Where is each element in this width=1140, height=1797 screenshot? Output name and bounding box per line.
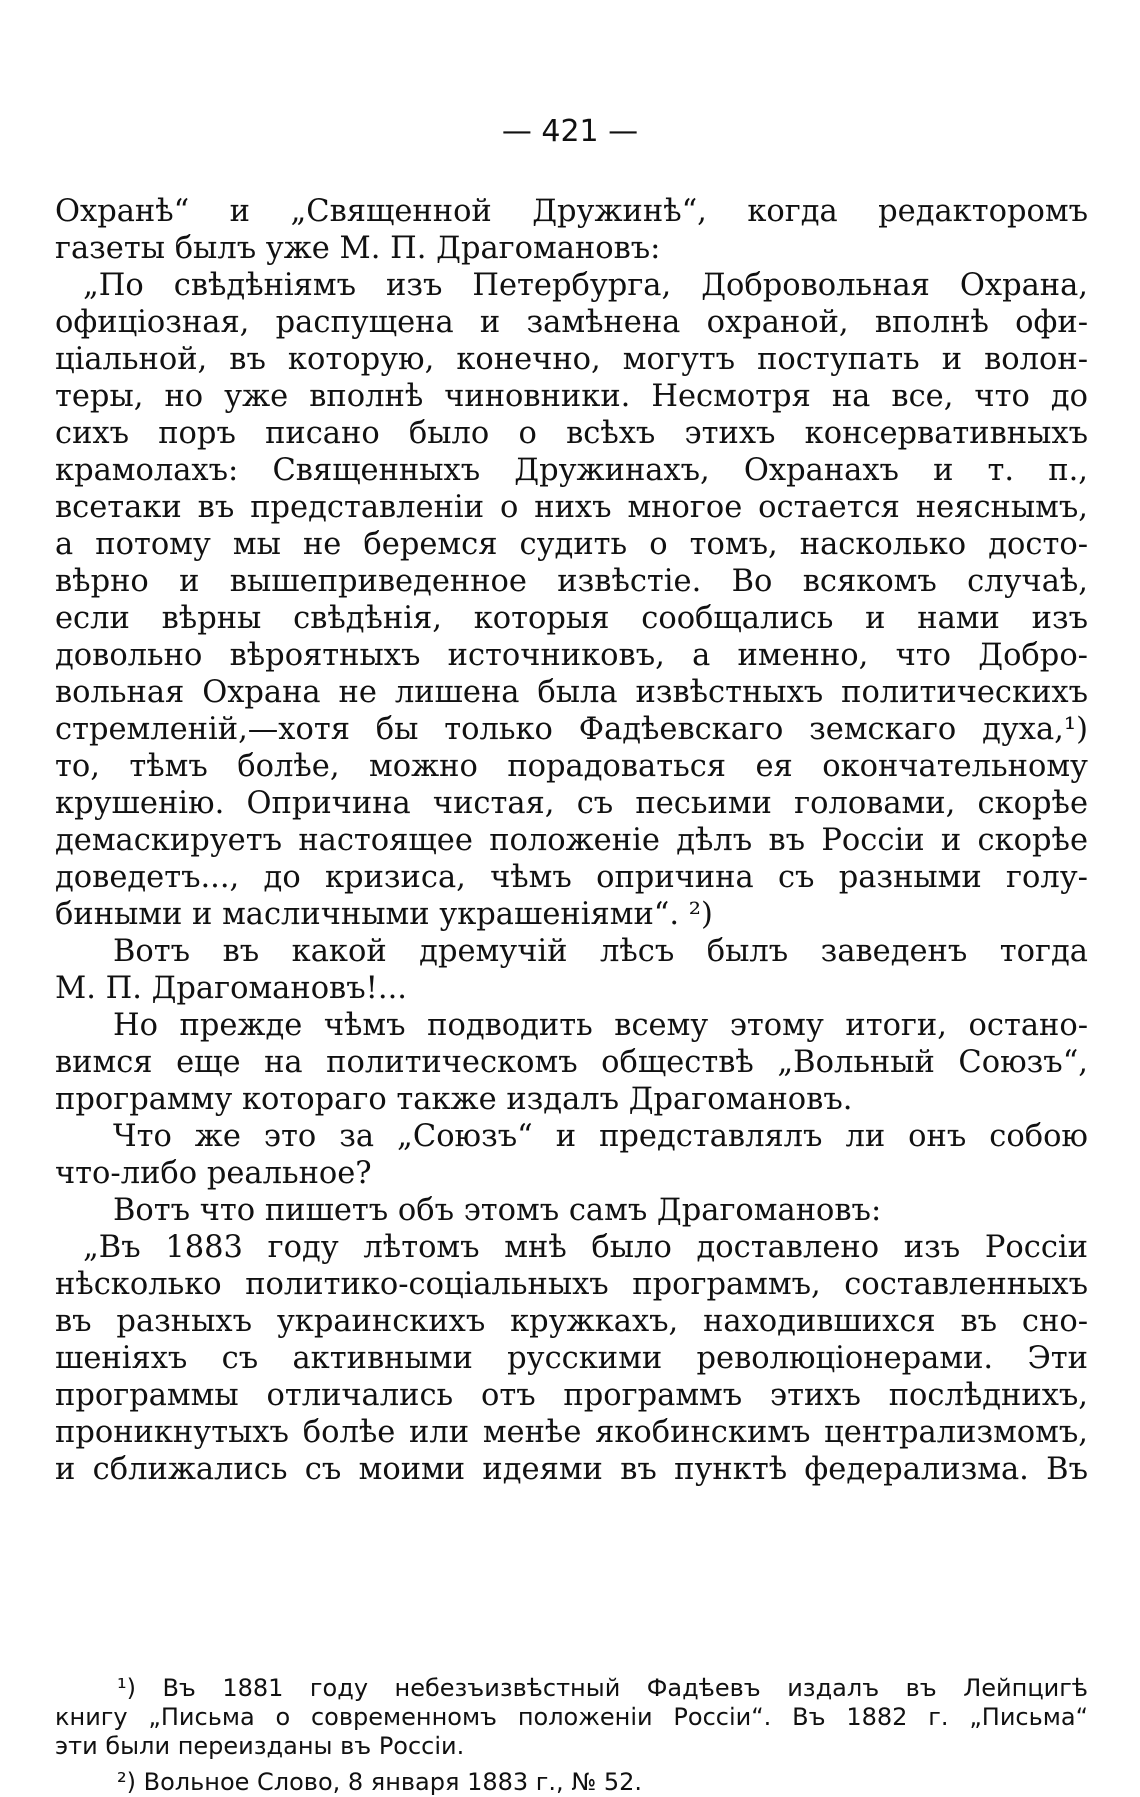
- footnotes: [55, 1674, 1088, 1797]
- text-line: офиціозная, распущена и замѣнена охраной, вполнѣ офи-: [55, 305, 1088, 340]
- footnote-line: ¹) Въ 1881 году небезъизвѣстный Фадѣевъ издалъ въ Лейпцигѣ: [117, 1674, 1088, 1702]
- text-line: довольно вѣроятныхъ источниковъ, а именно, что Добро-: [55, 638, 1088, 673]
- text-line: „По свѣдѣніямъ изъ Петербурга, Добровольная Охрана,: [83, 268, 1088, 303]
- text-line: программу котораго также издалъ Драгомановъ.: [55, 1082, 853, 1117]
- text-line: вимся еще на политическомъ обществѣ „Вольный Союзъ“,: [55, 1045, 1088, 1080]
- text-line: доведетъ..., до кризиса, чѣмъ опричина съ разными голу-: [55, 860, 1088, 895]
- text-line: газеты былъ уже М. П. Драгомановъ:: [55, 231, 661, 266]
- text-line: крамолахъ: Священныхъ Дружинахъ, Охранахъ и т. п.,: [55, 453, 1088, 488]
- text-line: ціальной, въ которую, конечно, могутъ поступать и волон-: [55, 342, 1088, 377]
- text-line: крушенію. Опричина чистая, съ песьими головами, скорѣе: [55, 786, 1088, 821]
- footnote-line: ²) Вольное Слово, 8 января 1883 г., № 52.: [117, 1768, 643, 1796]
- text-line: что-либо реальное?: [55, 1156, 372, 1191]
- text-line: то, тѣмъ болѣе, можно порадоваться ея окончательному: [55, 749, 1088, 784]
- text-line: всетаки въ представленіи о нихъ многое остается неяснымъ,: [55, 490, 1088, 525]
- text-line: а потому мы не беремся судить о томъ, насколько досто-: [55, 527, 1088, 562]
- footnote-line: книгу „Письма о современномъ положеніи Россіи“. Въ 1882 г. „Письма“: [55, 1703, 1088, 1731]
- text-line: въ разныхъ украинскихъ кружкахъ, находившихся въ сно-: [55, 1304, 1088, 1339]
- text-line: и сближались съ моими идеями въ пунктѣ федерализма. Въ: [55, 1452, 1088, 1487]
- text-line: Вотъ въ какой дремучій лѣсъ былъ заведенъ тогда: [113, 934, 1088, 969]
- text-line: „Въ 1883 году лѣтомъ мнѣ было доставлено изъ Россіи: [83, 1230, 1088, 1265]
- text-line: стремленій,—хотя бы только Фадѣевскаго земскаго духа,¹): [55, 712, 1088, 747]
- text-line: Но прежде чѣмъ подводить всему этому итоги, остано-: [113, 1008, 1088, 1043]
- text-line: шеніяхъ съ активными русскими революціонерами. Эти: [55, 1341, 1088, 1376]
- text-line: Вотъ что пишетъ объ этомъ самъ Драгомановъ:: [113, 1193, 882, 1228]
- text-line: программы отличались отъ программъ этихъ послѣднихъ,: [55, 1378, 1088, 1413]
- text-line: проникнутыхъ болѣе или менѣе якобинскимъ централизмомъ,: [55, 1415, 1088, 1450]
- text-line: теры, но уже вполнѣ чиновники. Несмотря на все, что до: [55, 379, 1088, 414]
- page-number: — 421 —: [501, 114, 639, 149]
- text-line: М. П. Драгомановъ!...: [55, 971, 407, 1006]
- text-line: нѣсколько политико-соціальныхъ программъ, составленныхъ: [55, 1267, 1088, 1302]
- body-text: [55, 193, 1088, 1488]
- footnote-line: эти были переизданы въ Россіи.: [55, 1732, 465, 1760]
- text-line: вольная Охрана не лишена была извѣстныхъ политическихъ: [55, 675, 1088, 710]
- text-line: демаскируетъ настоящее положеніе дѣлъ въ Россіи и скорѣе: [55, 823, 1088, 858]
- text-line: сихъ поръ писано было о всѣхъ этихъ консервативныхъ: [55, 416, 1088, 451]
- text-line: Что же это за „Союзъ“ и представлялъ ли онъ собою: [113, 1119, 1088, 1154]
- text-line: если вѣрны свѣдѣнія, которыя сообщались и нами изъ: [55, 601, 1088, 636]
- text-line: биными и масличными украшеніями“. ²): [55, 897, 713, 932]
- text-line: Охранѣ“ и „Священной Дружинѣ“, когда редакторомъ: [55, 194, 1088, 229]
- text-line: вѣрно и вышеприведенное извѣстіе. Во всякомъ случаѣ,: [55, 564, 1088, 599]
